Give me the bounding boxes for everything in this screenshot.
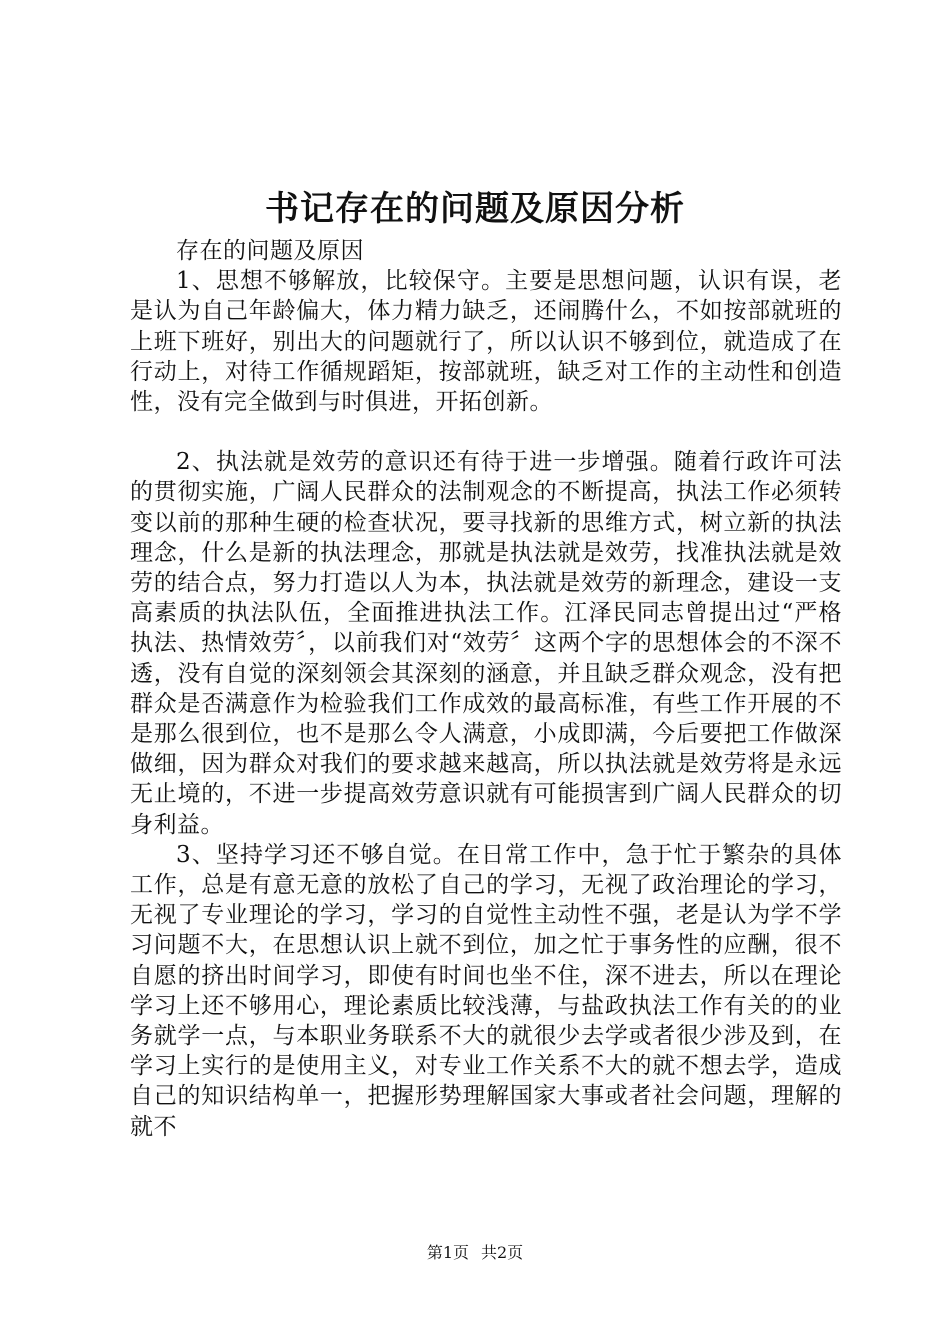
paragraph-2: 2、执法就是效劳的意识还有待于进一步增强。随着行政许可法的贯彻实施，广阔人民群众的法制观念的不断提高，执法工作必须转变以前的那种生硬的检查状况，要寻找新的思维方式，树立新的执法理念，什么是新的执法理念，那就是执法就是效劳，找准执法就是效劳的结合点，努力打造以人为本，执法就是效劳的新理念，建设一支高素质的执法队伍，全面推进执法工作。江泽民同志曾提出过“严格执法、热情效劳〞，以前我们对“效劳〞这两个字的思想体会的不深不透，没有自觉的深刻领会其深刻的涵意，并且缺乏群众观念，没有把群众是否满意作为检验我们工作成效的最高标准，有些工作开展的不是那么很到位，也不是那么令人满意，小成即满，今后要把工作做深做细，因为群众对我们的要求越来越高，所以执法就是效劳将是永远无止境的，不进一步提高效劳意识就有可能损害到广阔人民群众的切身利益。 — [130, 449, 842, 838]
section-heading: 存在的问题及原因 — [176, 238, 364, 264]
paragraph-3: 3、坚持学习还不够自觉。在日常工作中，急于忙于繁杂的具体工作，总是有意无意的放松了自己的学习，无视了政治理论的学习，无视了专业理论的学习，学习的自觉性主动性不强，老是认为学不学习问题不大，在思想认识上就不到位，加之忙于事务性的应酬，很不自愿的挤出时间学习，即使有时间也坐不住，深不进去，所以在理论学习上还不够用心，理论素质比较浅薄，与盐政执法工作有关的的业务就学一点，与本职业务联系不大的就很少去学或者很少涉及到，在学习上实行的是使用主义，对专业工作关系不大的就不想去学，造成自己的知识结构单一，把握形势理解国家大事或者社会问题，理解的就不 — [130, 841, 842, 1140]
document-title: 书记存在的问题及原因分析 — [265, 189, 685, 229]
page-footer — [0, 1243, 950, 1263]
document-body — [130, 236, 842, 1142]
page-number: 第1页 — [426, 1243, 469, 1262]
paragraph-1: 1、思想不够解放，比较保守。主要是思想问题，认识有误，老是认为自己年龄偏大，体力精力缺乏，还闹腾什么，不如按部就班的上班下班好，别出大的问题就行了，所以认识不够到位，就造成了在行动上，对待工作循规蹈矩，按部就班，缺乏对工作的主动性和创造性，没有完全做到与时俱进，开拓创新。 — [130, 268, 842, 416]
page-total: 共2页 — [481, 1243, 524, 1262]
